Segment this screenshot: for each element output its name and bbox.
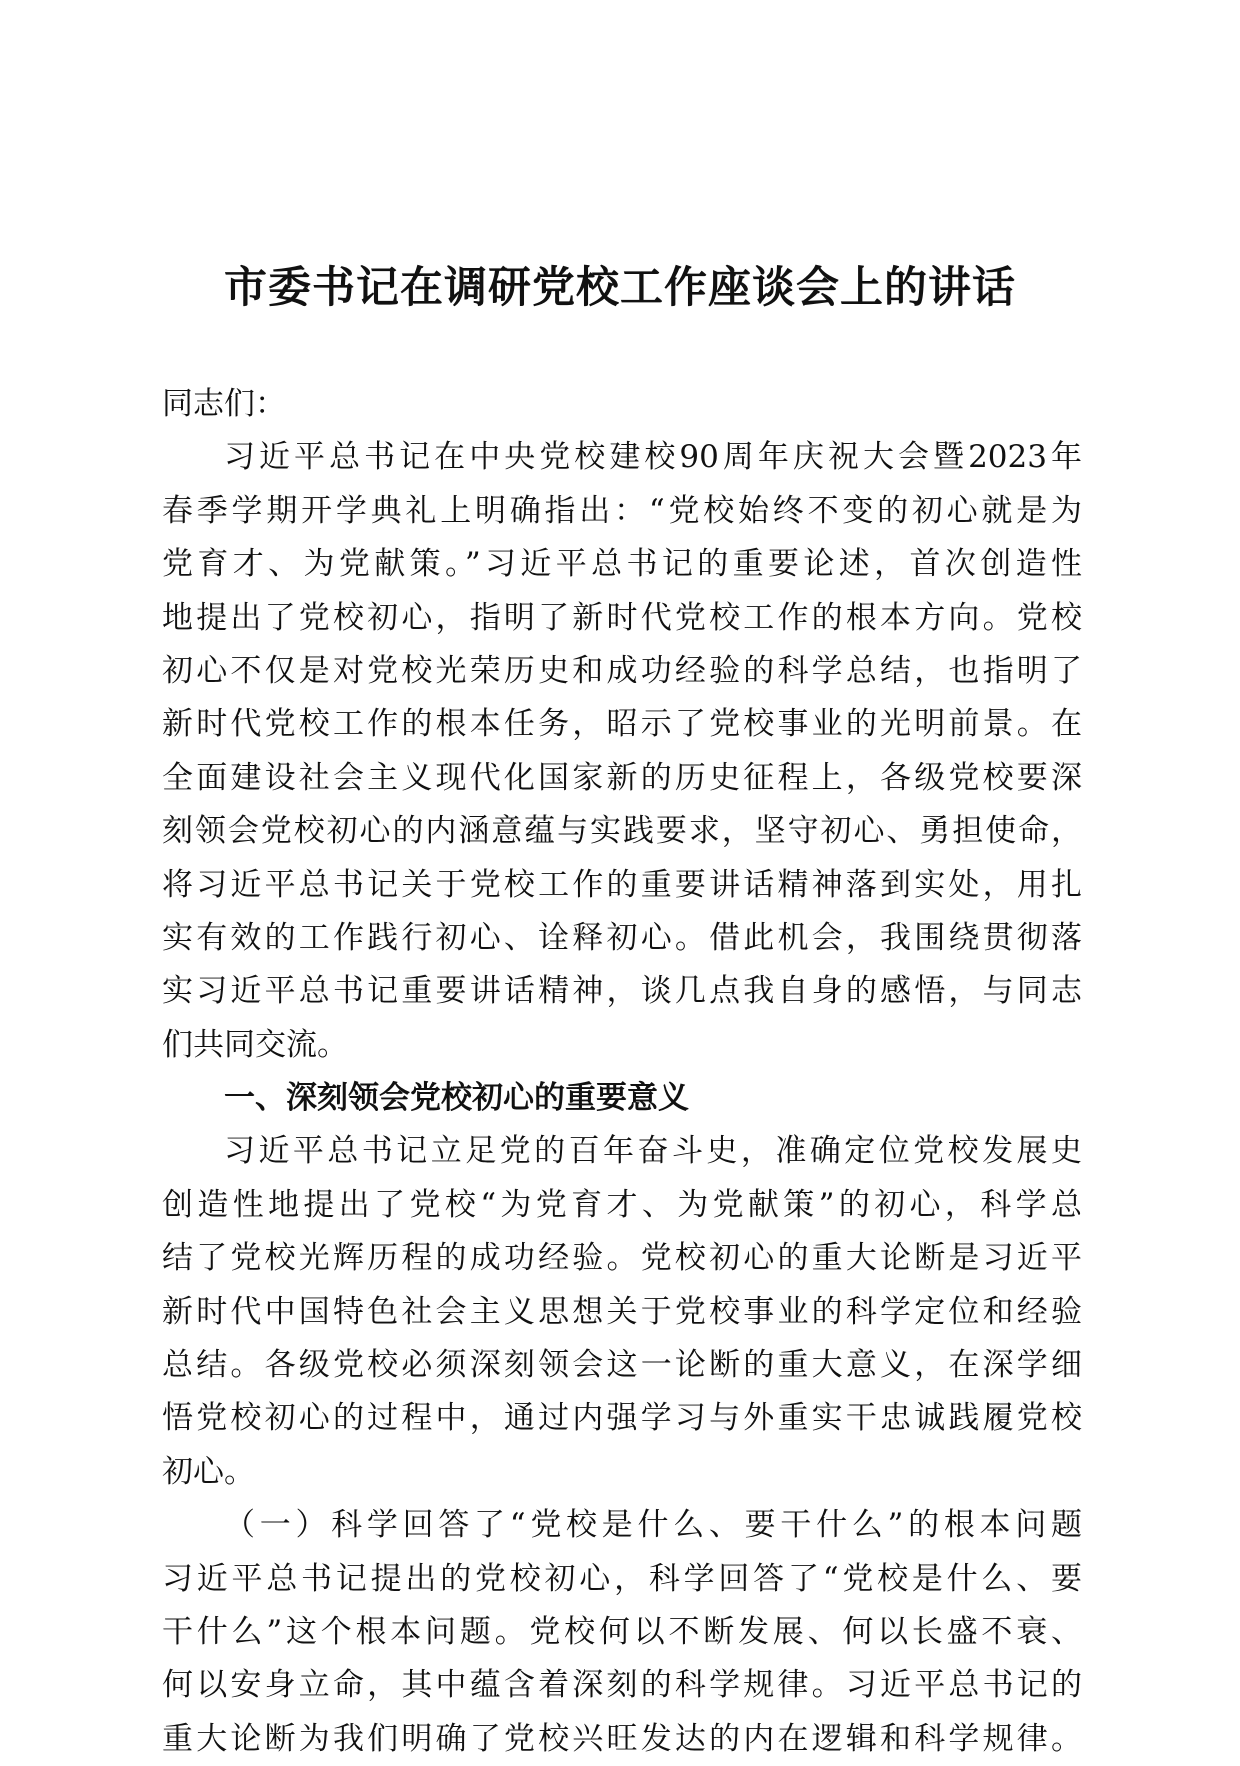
intro-line: 实习近平总书记重要讲话精神，谈几点我自身的感悟，与同志	[162, 973, 1082, 1010]
subsection1-line: 习近平总书记提出的党校初心，科学回答了“党校是什么、要	[162, 1560, 1082, 1597]
intro-line: 地提出了党校初心，指明了新时代党校工作的根本方向。党校	[162, 599, 1082, 636]
intro-line: 全面建设社会主义现代化国家新的历史征程上，各级党校要深	[162, 759, 1082, 796]
intro-line: 们共同交流。	[162, 1026, 348, 1063]
subsection1-paragraph	[162, 1553, 1082, 1766]
section1-line: 结了党校光辉历程的成功经验。党校初心的重大论断是习近平	[162, 1240, 1082, 1277]
greeting: 同志们：	[162, 386, 286, 422]
section1-line: 新时代中国特色社会主义思想关于党校事业的科学定位和经验	[162, 1293, 1082, 1330]
section1-line: 悟党校初心的过程中，通过内强学习与外重实干忠诚践履党校	[162, 1400, 1082, 1437]
subsection1-line: 重大论断为我们明确了党校兴旺发达的内在逻辑和科学规律。	[162, 1720, 1082, 1757]
subsection1-line: 何以安身立命，其中蕴含着深刻的科学规律。习近平总书记的	[162, 1667, 1082, 1704]
intro-paragraph	[162, 431, 1082, 1072]
intro-line: 刻领会党校初心的内涵意蕴与实践要求，坚守初心、勇担使命，	[162, 813, 1082, 850]
intro-line: 实有效的工作践行初心、诠释初心。借此机会，我围绕贯彻落	[162, 919, 1082, 956]
section1-line: 初心。	[162, 1453, 255, 1490]
subsection1-line: 干什么”这个根本问题。党校何以不断发展、何以长盛不衰、	[162, 1613, 1082, 1650]
intro-line: 春季学期开学典礼上明确指出：“党校始终不变的初心就是为	[162, 492, 1082, 529]
section1-line: 总结。各级党校必须深刻领会这一论断的重大意义，在深学细	[162, 1347, 1082, 1384]
section1-line: 习近平总书记立足党的百年奋斗史，准确定位党校发展史	[224, 1133, 1082, 1170]
section1-paragraph	[162, 1125, 1082, 1499]
section1-line: 创造性地提出了党校“为党育才、为党献策”的初心，科学总	[162, 1186, 1082, 1223]
intro-line: 习近平总书记在中央党校建校90周年庆祝大会暨2023年	[224, 439, 1082, 476]
intro-line: 初心不仅是对党校光荣历史和成功经验的科学总结，也指明了	[162, 652, 1082, 689]
subsection-heading: （一）科学回答了“党校是什么、要干什么”的根本问题	[224, 1507, 1082, 1544]
intro-line: 新时代党校工作的根本任务，昭示了党校事业的光明前景。在	[162, 706, 1082, 743]
intro-line: 将习近平总书记关于党校工作的重要讲话精神落到实处，用扎	[162, 866, 1082, 903]
intro-line: 党育才、为党献策。”习近平总书记的重要论述，首次创造性	[162, 546, 1082, 583]
document-title: 市委书记在调研党校工作座谈会上的讲话	[224, 263, 1016, 313]
section-heading: 一、深刻领会党校初心的重要意义	[224, 1080, 689, 1117]
document-body	[162, 378, 1082, 1766]
